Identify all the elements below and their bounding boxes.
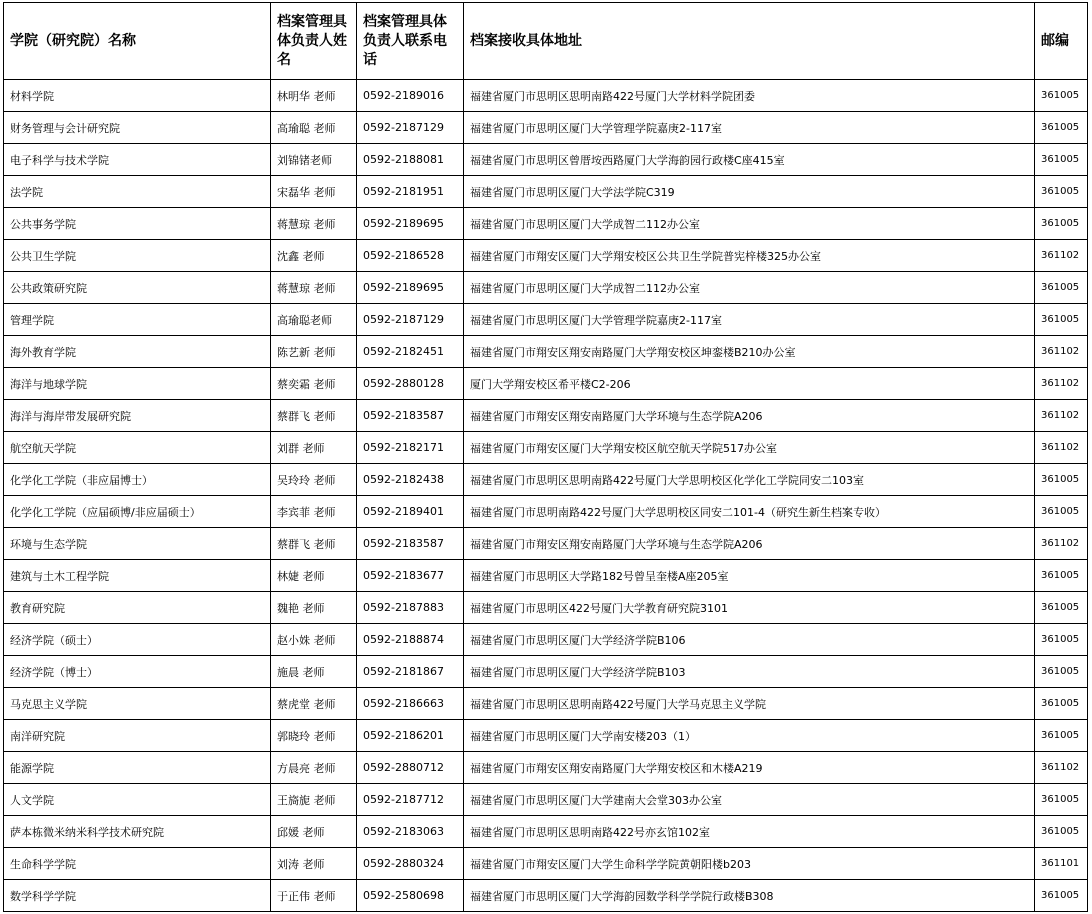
table-row bbox=[4, 176, 1088, 208]
contact-person-cell: 陈艺新 老师 bbox=[271, 336, 357, 368]
address-cell: 福建省厦门市思明区厦门大学成智二112办公室 bbox=[464, 272, 1035, 304]
college-name-cell: 环境与生态学院 bbox=[4, 528, 271, 560]
table-row bbox=[4, 688, 1088, 720]
postal-code-cell: 361102 bbox=[1035, 336, 1088, 368]
table-row bbox=[4, 752, 1088, 784]
contact-phone-cell: 0592-2181867 bbox=[357, 656, 464, 688]
address-cell: 福建省厦门市思明区思明南路422号厦门大学马克思主义学院 bbox=[464, 688, 1035, 720]
college-name-cell: 财务管理与会计研究院 bbox=[4, 112, 271, 144]
postal-code-cell: 361102 bbox=[1035, 368, 1088, 400]
postal-code-cell: 361005 bbox=[1035, 784, 1088, 816]
contact-phone-cell: 0592-2880712 bbox=[357, 752, 464, 784]
postal-code-cell: 361005 bbox=[1035, 496, 1088, 528]
college-name-cell: 航空航天学院 bbox=[4, 432, 271, 464]
header-address: 档案接收具体地址 bbox=[464, 3, 1035, 80]
address-cell: 福建省厦门市思明区曾厝垵西路厦门大学海韵园行政楼C座415室 bbox=[464, 144, 1035, 176]
contact-phone-cell: 0592-2189016 bbox=[357, 80, 464, 112]
address-cell: 厦门大学翔安校区希平楼C2-206 bbox=[464, 368, 1035, 400]
table-row bbox=[4, 528, 1088, 560]
college-name-cell: 电子科学与技术学院 bbox=[4, 144, 271, 176]
table-row bbox=[4, 272, 1088, 304]
contact-person-cell: 蔡虎堂 老师 bbox=[271, 688, 357, 720]
table-row bbox=[4, 656, 1088, 688]
contact-person-cell: 方晨亮 老师 bbox=[271, 752, 357, 784]
table-row bbox=[4, 848, 1088, 880]
contact-phone-cell: 0592-2183063 bbox=[357, 816, 464, 848]
table-row bbox=[4, 720, 1088, 752]
contact-phone-cell: 0592-2182451 bbox=[357, 336, 464, 368]
contact-phone-cell: 0592-2188081 bbox=[357, 144, 464, 176]
college-name-cell: 经济学院（硕士） bbox=[4, 624, 271, 656]
postal-code-cell: 361005 bbox=[1035, 624, 1088, 656]
contact-phone-cell: 0592-2188874 bbox=[357, 624, 464, 656]
address-cell: 福建省厦门市思明区厦门大学经济学院B106 bbox=[464, 624, 1035, 656]
address-cell: 福建省厦门市思明区厦门大学管理学院嘉庚2-117室 bbox=[464, 112, 1035, 144]
college-name-cell: 能源学院 bbox=[4, 752, 271, 784]
table-row bbox=[4, 880, 1088, 912]
college-name-cell: 马克思主义学院 bbox=[4, 688, 271, 720]
contact-person-cell: 魏艳 老师 bbox=[271, 592, 357, 624]
address-cell: 福建省厦门市思明区思明南路422号厦门大学思明校区化学化工学院同安二103室 bbox=[464, 464, 1035, 496]
contact-person-cell: 蔡群飞 老师 bbox=[271, 400, 357, 432]
table-row bbox=[4, 560, 1088, 592]
contact-person-cell: 李宾菲 老师 bbox=[271, 496, 357, 528]
college-name-cell: 公共卫生学院 bbox=[4, 240, 271, 272]
contact-phone-cell: 0592-2580698 bbox=[357, 880, 464, 912]
postal-code-cell: 361005 bbox=[1035, 208, 1088, 240]
postal-code-cell: 361005 bbox=[1035, 688, 1088, 720]
table-row bbox=[4, 208, 1088, 240]
table-row bbox=[4, 368, 1088, 400]
college-name-cell: 人文学院 bbox=[4, 784, 271, 816]
contact-person-cell: 刘锦锗老师 bbox=[271, 144, 357, 176]
college-name-cell: 法学院 bbox=[4, 176, 271, 208]
contact-person-cell: 高瑜聪 老师 bbox=[271, 112, 357, 144]
college-name-cell: 经济学院（博士） bbox=[4, 656, 271, 688]
postal-code-cell: 361102 bbox=[1035, 528, 1088, 560]
address-cell: 福建省厦门市思明区厦门大学法学院C319 bbox=[464, 176, 1035, 208]
contact-person-cell: 沈鑫 老师 bbox=[271, 240, 357, 272]
address-cell: 福建省厦门市翔安区厦门大学翔安校区公共卫生学院普宪梓楼325办公室 bbox=[464, 240, 1035, 272]
table-row bbox=[4, 816, 1088, 848]
address-cell: 福建省厦门市翔安区翔安南路厦门大学翔安校区和木楼A219 bbox=[464, 752, 1035, 784]
college-name-cell: 生命科学学院 bbox=[4, 848, 271, 880]
contact-person-cell: 赵小姝 老师 bbox=[271, 624, 357, 656]
college-name-cell: 化学化工学院（非应届博士） bbox=[4, 464, 271, 496]
header-college-name: 学院（研究院）名称 bbox=[4, 3, 271, 80]
table-header bbox=[4, 3, 1088, 80]
postal-code-cell: 361005 bbox=[1035, 880, 1088, 912]
contact-person-cell: 高瑜聪老师 bbox=[271, 304, 357, 336]
table-row bbox=[4, 592, 1088, 624]
college-name-cell: 建筑与土木工程学院 bbox=[4, 560, 271, 592]
contact-person-cell: 林明华 老师 bbox=[271, 80, 357, 112]
postal-code-cell: 361005 bbox=[1035, 112, 1088, 144]
address-cell: 福建省厦门市思明区厦门大学海韵园数学科学学院行政楼B308 bbox=[464, 880, 1035, 912]
college-name-cell: 公共事务学院 bbox=[4, 208, 271, 240]
address-cell: 福建省厦门市思明南路422号厦门大学思明校区同安二101-4（研究生新生档案专收） bbox=[464, 496, 1035, 528]
college-name-cell: 海洋与地球学院 bbox=[4, 368, 271, 400]
contact-person-cell: 蒋慧琼 老师 bbox=[271, 208, 357, 240]
contact-person-cell: 蒋慧琼 老师 bbox=[271, 272, 357, 304]
contact-phone-cell: 0592-2186663 bbox=[357, 688, 464, 720]
contact-person-cell: 刘涛 老师 bbox=[271, 848, 357, 880]
address-cell: 福建省厦门市思明区厦门大学管理学院嘉庚2-117室 bbox=[464, 304, 1035, 336]
address-cell: 福建省厦门市翔安区厦门大学生命科学学院黄朝阳楼b203 bbox=[464, 848, 1035, 880]
contact-person-cell: 蔡群飞 老师 bbox=[271, 528, 357, 560]
contact-phone-cell: 0592-2186528 bbox=[357, 240, 464, 272]
postal-code-cell: 361101 bbox=[1035, 848, 1088, 880]
college-name-cell: 海洋与海岸带发展研究院 bbox=[4, 400, 271, 432]
address-cell: 福建省厦门市思明区厦门大学建南大会堂303办公室 bbox=[464, 784, 1035, 816]
postal-code-cell: 361005 bbox=[1035, 272, 1088, 304]
college-name-cell: 公共政策研究院 bbox=[4, 272, 271, 304]
address-cell: 福建省厦门市翔安区翔安南路厦门大学环境与生态学院A206 bbox=[464, 400, 1035, 432]
college-name-cell: 萨本栋微米纳米科学技术研究院 bbox=[4, 816, 271, 848]
college-name-cell: 管理学院 bbox=[4, 304, 271, 336]
header-contact-phone: 档案管理具体负责人联系电话 bbox=[357, 3, 464, 80]
postal-code-cell: 361005 bbox=[1035, 176, 1088, 208]
header-postal-code: 邮编 bbox=[1035, 3, 1088, 80]
address-cell: 福建省厦门市思明区厦门大学成智二112办公室 bbox=[464, 208, 1035, 240]
table-row bbox=[4, 400, 1088, 432]
contact-phone-cell: 0592-2880128 bbox=[357, 368, 464, 400]
contact-person-cell: 施晨 老师 bbox=[271, 656, 357, 688]
contact-person-cell: 林婕 老师 bbox=[271, 560, 357, 592]
address-cell: 福建省厦门市思明区422号厦门大学教育研究院3101 bbox=[464, 592, 1035, 624]
contact-phone-cell: 0592-2187129 bbox=[357, 112, 464, 144]
contact-person-cell: 吴玲玲 老师 bbox=[271, 464, 357, 496]
address-cell: 福建省厦门市思明区思明南路422号亦玄馆102室 bbox=[464, 816, 1035, 848]
postal-code-cell: 361005 bbox=[1035, 720, 1088, 752]
postal-code-cell: 361005 bbox=[1035, 592, 1088, 624]
table-row bbox=[4, 432, 1088, 464]
contact-person-cell: 刘群 老师 bbox=[271, 432, 357, 464]
contact-phone-cell: 0592-2183587 bbox=[357, 528, 464, 560]
address-cell: 福建省厦门市思明区厦门大学南安楼203（1） bbox=[464, 720, 1035, 752]
contact-person-cell: 蔡奕霜 老师 bbox=[271, 368, 357, 400]
address-cell: 福建省厦门市翔安区厦门大学翔安校区航空航天学院517办公室 bbox=[464, 432, 1035, 464]
address-cell: 福建省厦门市思明区思明南路422号厦门大学材料学院团委 bbox=[464, 80, 1035, 112]
contact-person-cell: 王旖旎 老师 bbox=[271, 784, 357, 816]
table-row bbox=[4, 496, 1088, 528]
address-cell: 福建省厦门市思明区厦门大学经济学院B103 bbox=[464, 656, 1035, 688]
table-row bbox=[4, 624, 1088, 656]
postal-code-cell: 361005 bbox=[1035, 144, 1088, 176]
college-name-cell: 教育研究院 bbox=[4, 592, 271, 624]
contact-phone-cell: 0592-2189695 bbox=[357, 208, 464, 240]
address-cell: 福建省厦门市翔安区翔安南路厦门大学环境与生态学院A206 bbox=[464, 528, 1035, 560]
postal-code-cell: 361102 bbox=[1035, 400, 1088, 432]
contact-phone-cell: 0592-2189695 bbox=[357, 272, 464, 304]
contact-phone-cell: 0592-2186201 bbox=[357, 720, 464, 752]
contact-phone-cell: 0592-2182171 bbox=[357, 432, 464, 464]
header-contact-person: 档案管理具体负责人姓名 bbox=[271, 3, 357, 80]
table-body bbox=[4, 80, 1088, 912]
table-row bbox=[4, 304, 1088, 336]
contact-phone-cell: 0592-2187883 bbox=[357, 592, 464, 624]
postal-code-cell: 361005 bbox=[1035, 464, 1088, 496]
table-row bbox=[4, 144, 1088, 176]
postal-code-cell: 361102 bbox=[1035, 432, 1088, 464]
postal-code-cell: 361005 bbox=[1035, 816, 1088, 848]
postal-code-cell: 361005 bbox=[1035, 560, 1088, 592]
contact-person-cell: 于正伟 老师 bbox=[271, 880, 357, 912]
contact-phone-cell: 0592-2187712 bbox=[357, 784, 464, 816]
table-row bbox=[4, 336, 1088, 368]
postal-code-cell: 361102 bbox=[1035, 752, 1088, 784]
contact-phone-cell: 0592-2181951 bbox=[357, 176, 464, 208]
college-name-cell: 化学化工学院（应届硕博/非应届硕士） bbox=[4, 496, 271, 528]
header-row bbox=[4, 3, 1088, 80]
college-name-cell: 海外教育学院 bbox=[4, 336, 271, 368]
contact-person-cell: 宋磊华 老师 bbox=[271, 176, 357, 208]
address-cell: 福建省厦门市思明区大学路182号曾呈奎楼A座205室 bbox=[464, 560, 1035, 592]
address-cell: 福建省厦门市翔安区翔安南路厦门大学翔安校区坤銮楼B210办公室 bbox=[464, 336, 1035, 368]
archive-contact-table bbox=[3, 2, 1088, 912]
contact-phone-cell: 0592-2187129 bbox=[357, 304, 464, 336]
contact-phone-cell: 0592-2183677 bbox=[357, 560, 464, 592]
college-name-cell: 南洋研究院 bbox=[4, 720, 271, 752]
postal-code-cell: 361005 bbox=[1035, 304, 1088, 336]
table-row bbox=[4, 464, 1088, 496]
table-row bbox=[4, 240, 1088, 272]
postal-code-cell: 361005 bbox=[1035, 80, 1088, 112]
postal-code-cell: 361005 bbox=[1035, 656, 1088, 688]
college-name-cell: 数学科学学院 bbox=[4, 880, 271, 912]
postal-code-cell: 361102 bbox=[1035, 240, 1088, 272]
table-row bbox=[4, 80, 1088, 112]
table-row bbox=[4, 784, 1088, 816]
contact-phone-cell: 0592-2880324 bbox=[357, 848, 464, 880]
contact-phone-cell: 0592-2189401 bbox=[357, 496, 464, 528]
contact-phone-cell: 0592-2182438 bbox=[357, 464, 464, 496]
contact-person-cell: 郭晓玲 老师 bbox=[271, 720, 357, 752]
contact-person-cell: 邱媛 老师 bbox=[271, 816, 357, 848]
college-name-cell: 材料学院 bbox=[4, 80, 271, 112]
table-row bbox=[4, 112, 1088, 144]
contact-phone-cell: 0592-2183587 bbox=[357, 400, 464, 432]
